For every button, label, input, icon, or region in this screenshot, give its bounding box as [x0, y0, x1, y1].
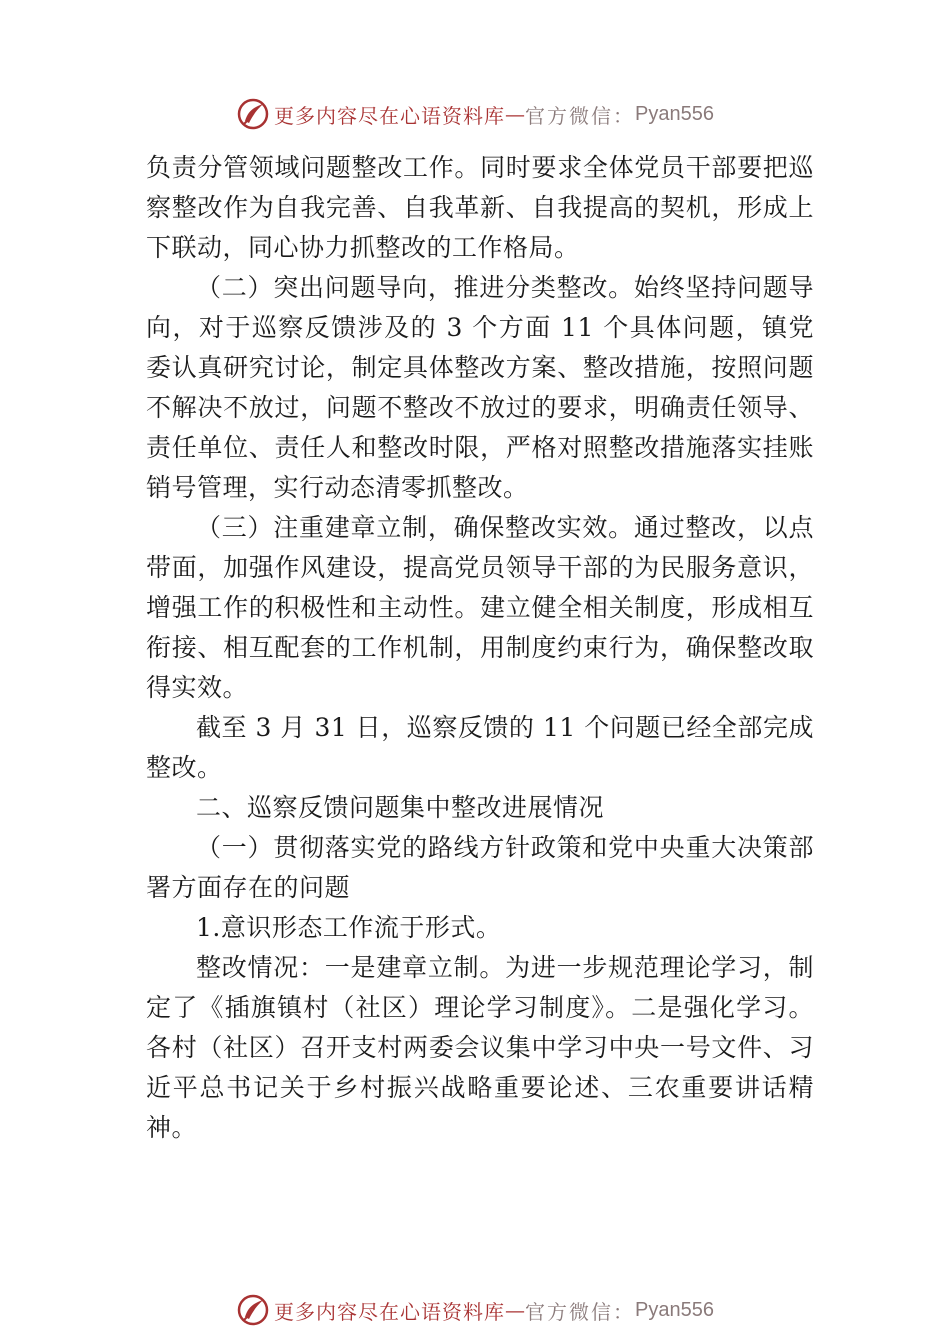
- paragraph-4: 截至 3 月 31 日，巡察反馈的 11 个问题已经全部完成整改。: [146, 713, 814, 782]
- header-brand: 更多内容尽在心语资料库: [274, 103, 506, 128]
- document-body: [146, 148, 814, 1148]
- header-banner: [0, 94, 950, 134]
- footer-banner: [0, 1290, 950, 1330]
- subsection-heading: （一）贯彻落实党的路线方针政策和党中央重大决策部署方面存在的问题: [146, 833, 814, 902]
- logo-icon: [236, 97, 270, 131]
- footer-official: 官方微信：: [525, 1299, 636, 1324]
- footer-wechat: Pyan556: [635, 1298, 714, 1321]
- header-wechat: Pyan556: [635, 102, 714, 125]
- footer-brand: 更多内容尽在心语资料库: [274, 1299, 506, 1324]
- header-official: 官方微信：: [525, 103, 636, 128]
- item-heading: 1.意识形态工作流于形式。: [196, 913, 502, 942]
- paragraph-1: 负责分管领域问题整改工作。同时要求全体党员干部要把巡察整改作为自我完善、自我革新、自我提高的契机，形成上下联动，同心协力抓整改的工作格局。: [146, 153, 814, 262]
- paragraph-2: （二）突出问题导向，推进分类整改。始终坚持问题导向，对于巡察反馈涉及的 3 个方面 11 个具体问题，镇党委认真研究讨论，制定具体整改方案、整改措施，按照问题不解决不放过，问题不整改不放过的要求，明确责任领导、责任单位、责任人和整改时限，严格对照整改措施落实挂账销号管理，实行动态清零抓整改。: [146, 273, 814, 502]
- paragraph-5: 整改情况：一是建章立制。为进一步规范理论学习，制定了《插旗镇村（社区）理论学习制度》。二是强化学习。各村（社区）召开支村两委会议集中学习中央一号文件、习近平总书记关于乡村振兴战略重要论述、三农重要讲话精神。: [146, 953, 814, 1142]
- section-heading: 二、巡察反馈问题集中整改进展情况: [196, 793, 605, 822]
- footer-dash: —: [505, 1298, 526, 1322]
- logo-icon: [236, 1293, 270, 1327]
- paragraph-3: （三）注重建章立制，确保整改实效。通过整改，以点带面，加强作风建设，提高党员领导干部的为民服务意识， 增强工作的积极性和主动性。建立健全相关制度，形成相互衔接、相互配套的工作机制，用制度约束行为，确保整改取得实效。: [146, 513, 814, 702]
- header-dash: —: [505, 102, 526, 126]
